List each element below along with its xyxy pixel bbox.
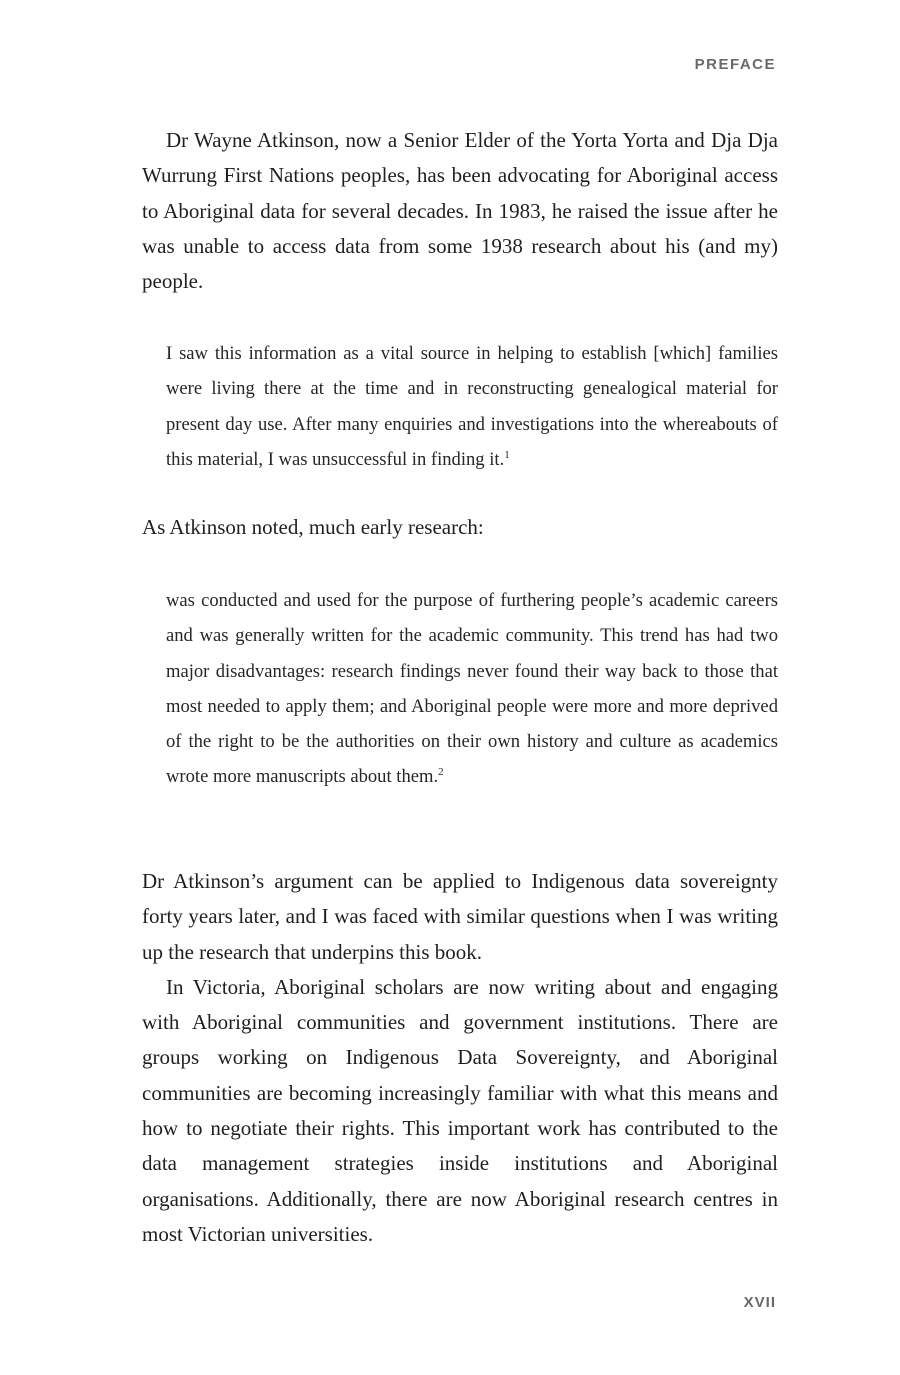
opening-paragraph-block [142, 123, 778, 299]
running-head: PREFACE [694, 56, 776, 73]
footnote-marker: 2 [438, 766, 444, 779]
body-paragraph: Dr Atkinson’s argument can be applied to Indigenous data sovereignty forty years later, and I was faced with similar questions when I was writing up the research that underpins this book. [142, 869, 778, 964]
block-quote-2 [142, 583, 778, 795]
body-paragraph: Dr Wayne Atkinson, now a Senior Elder of the Yorta Yorta and Dja Dja Wurrung First Nations peoples, has been advocating for Aboriginal access to Aboriginal data for several decades. In 1983, he raised the issue after he was unable to access data from some 1938 research about his (and my) people. [142, 128, 778, 294]
quote-text: was conducted and used for the purpose of furthering people’s academic careers and was generally written for the academic community. This trend has had two major disadvantages: research findings never found their way back to those that most needed to apply them; and Aboriginal people were more and more deprived of the right to be the authorities on their own history and culture as academics wrote more manuscripts about them. [166, 590, 778, 788]
body-paragraph: In Victoria, Aboriginal scholars are now writing about and engaging with Aboriginal communities and government institutions. There are groups working on Indigenous Data Sovereignty, and Aboriginal communities are becoming increasingly familiar with what this means and how to negotiate their rights. This important work has contributed to the data management strategies inside institutions and Aboriginal organisations. Additionally, there are now Aboriginal research centres in most Victorian universities. [142, 974, 778, 1246]
lead-in-block [142, 510, 778, 545]
block-quote [142, 336, 778, 477]
block-quote-1 [142, 336, 778, 477]
body-paragraph: As Atkinson noted, much early research: [142, 515, 484, 539]
footnote-marker: 1 [504, 448, 510, 461]
closing-paragraphs-block [142, 864, 778, 1252]
quote-text: I saw this information as a vital source in helping to establish [which] families were living there at the time and in reconstructing genealogical material for present day use. After many enquiries and investigations into the whereabouts of this material, I was unsuccessful in finding it. [166, 343, 778, 470]
block-quote [142, 583, 778, 795]
page-number: XVII [743, 1294, 776, 1311]
